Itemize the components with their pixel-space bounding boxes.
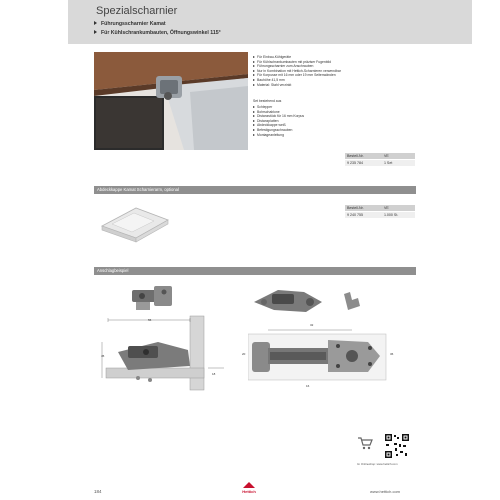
qr-caption: Im Onlineshop: www.hettich.com [357, 462, 398, 466]
page-number: 184 [94, 489, 102, 494]
set-list [253, 105, 304, 137]
brand-name: Hettich [242, 489, 256, 494]
subtitle-product-text: Führungsscharnier Kamat [101, 21, 166, 27]
list-item: Für Einbau-Kühlgeräte [253, 55, 341, 60]
website-link[interactable]: www.hettich.com [370, 489, 401, 494]
cap-image [96, 198, 176, 249]
dimension-label: 20 [242, 352, 246, 356]
arrow-icon [94, 30, 97, 34]
list-item: Material: Stahl verzinkt [253, 83, 341, 88]
qr-code-icon[interactable] [384, 433, 410, 464]
column-article: Bestell-Nr. [347, 206, 364, 210]
cart-icon [357, 436, 373, 455]
hinge-3d-right [250, 282, 326, 323]
list-item: Schlepper [253, 105, 304, 110]
dimension-label: 32 [310, 323, 314, 327]
column-pu: VE [383, 206, 389, 210]
clip-part [340, 290, 362, 317]
column-pu: VE [383, 154, 389, 158]
dimension-label: 45 [101, 354, 105, 358]
list-item: Distanzplatten [253, 119, 304, 124]
dimension-label: 55 [148, 318, 152, 322]
dimension-label: 36 [390, 352, 394, 356]
packing-unit: 1 Set [383, 161, 393, 165]
table-header [345, 205, 415, 211]
arrow-icon [94, 21, 97, 25]
list-item: Montageanleitung [253, 133, 304, 138]
list-item: Führungsscharnier zum Anschrauben [253, 64, 341, 69]
cap-order-table [345, 205, 415, 218]
table-header [345, 153, 415, 159]
list-item: Befestigungsschrauben [253, 128, 304, 133]
drilling-drawing-right [248, 326, 388, 391]
list-item: Distanzstück für 16 mm Korpus [253, 114, 304, 119]
table-row [345, 212, 415, 218]
brand-logo [234, 481, 264, 494]
list-item: Bauhöhe 41,5 mm [253, 78, 341, 83]
table-row [345, 160, 415, 166]
product-photo [94, 52, 248, 150]
subtitle-usage-text: Für Kühlschrankumbauten, Öffnungswinkel 115° [101, 30, 221, 36]
article-number: 9 240 755 [347, 213, 363, 217]
packing-unit: 1.000 St. [383, 213, 399, 217]
list-item: Abdeckkappe weiß [253, 123, 304, 128]
list-item: Bohrschablone [253, 110, 304, 115]
list-item: Nur in Kombination mit Hettich-Scharnieren verwendbar [253, 69, 341, 74]
cap-section-bar: Abdeckkappe Kamat Scharnierarm, optional [94, 186, 416, 194]
set-heading: Set bestehend aus [253, 99, 282, 103]
page-title: Spezialscharnier [96, 5, 178, 17]
article-number: 9 235 784 [347, 161, 363, 165]
feature-list [253, 55, 341, 87]
dimension-label: 18 [212, 372, 216, 376]
dimension-label: 16 [306, 384, 310, 388]
list-item: Für Korpusse mit 16 mm oder 19 mm Seitenwänden [253, 73, 341, 78]
example-section-bar: Anschlagbeispiel [94, 267, 416, 275]
subtitle-product [94, 21, 166, 27]
column-article: Bestell-Nr. [347, 154, 364, 158]
order-table [345, 153, 415, 166]
subtitle-usage [94, 30, 221, 36]
list-item: Für Kühlschrankumbauten mit präziser Fugenbild [253, 60, 341, 65]
technical-drawing-left [98, 312, 228, 397]
